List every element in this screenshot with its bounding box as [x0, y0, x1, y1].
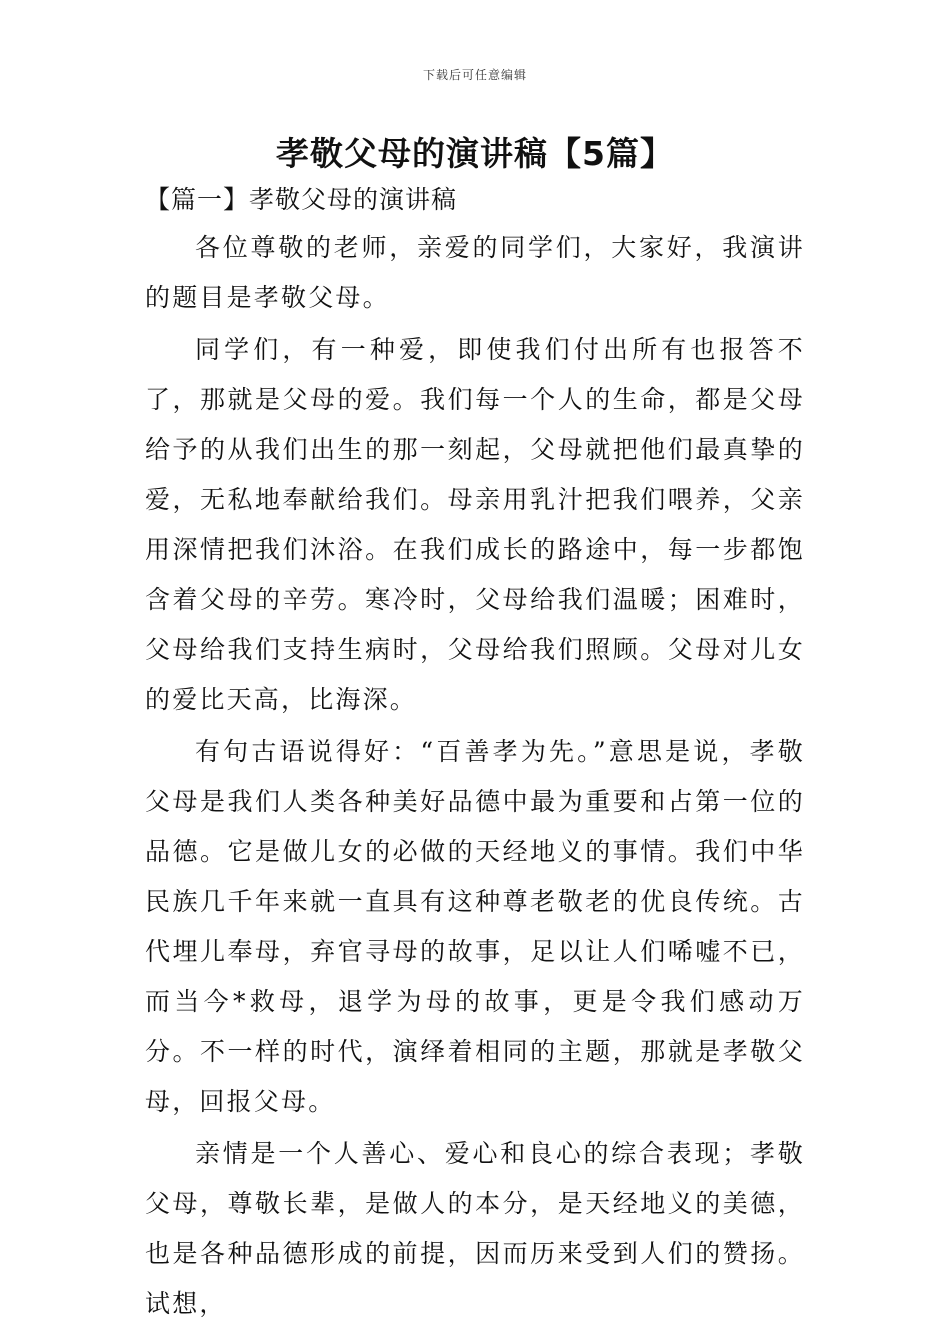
paragraph-2: 同学们，有一种爱，即使我们付出所有也报答不了，那就是父母的爱。我们每一个人的生命，都是父母给予的从我们出生的那一刻起，父母就把他们最真挚的爱，无私地奉献给我们。母亲用乳汁把我们喂养，父亲用深情把我们沐浴。在我们成长的路途中，每一步都饱含着父母的辛劳。寒冷时，父母给我们温暖；困难时，父母给我们支持生病时，父母给我们照顾。父母对儿女的爱比天高，比海深。: [145, 335, 805, 714]
paragraph-4: 亲情是一个人善心、爱心和良心的综合表现；孝敬父母，尊敬长辈，是做人的本分，是天经地义的美德，也是各种品德形成的前提，因而历来受到人们的赞扬。试想，: [145, 1139, 805, 1318]
paragraph-1: 各位尊敬的老师，亲爱的同学们，大家好，我演讲的题目是孝敬父母。: [145, 233, 805, 312]
section-heading: 【篇一】孝敬父母的演讲稿: [145, 185, 458, 214]
body-text: [145, 223, 805, 1331]
document-title: 孝敬父母的演讲稿【5篇】: [276, 134, 674, 173]
header-note: 下载后可任意编辑: [422, 68, 527, 82]
paragraph-3: 有句古语说得好：“百善孝为先。”意思是说，孝敬父母是我们人类各种美好品德中最为重要和占第一位的品德。它是做儿女的必做的天经地义的事情。我们中华民族几千年来就一直具有这种尊老敬老的优良传统。古代埋儿奉母，弃官寻母的故事，足以让人们唏嘘不已，而当今*救母，退学为母的故事，更是令我们感动万分。不一样的时代，演绎着相同的主题，那就是孝敬父母，回报父母。: [145, 737, 805, 1116]
